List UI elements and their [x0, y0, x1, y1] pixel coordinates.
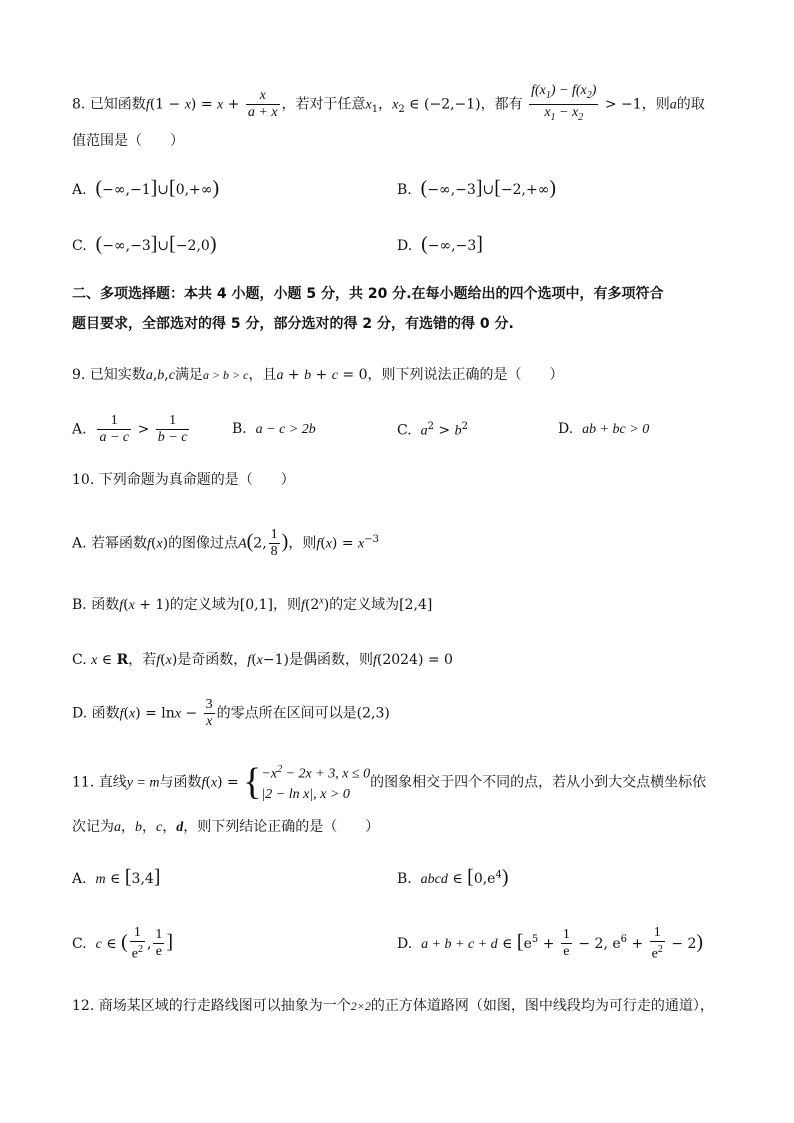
q11-stem-line1: 11. 直线y = m与函数f(x) = { $-x^2 - 2x + 3$, x ≤ 0 |2 − ln x|, x > 0 的图象相交于四个不同的点，若从小到大交点横坐标依	[72, 761, 707, 804]
q8-function-def: f	[145, 97, 150, 113]
q8-fraction-x: $\frac{x}{a + x}$	[247, 87, 278, 120]
section2-heading-line1: 二、多项选择题：本共 4 小题，小题 5 分，共 20 分.在每小题给出的四个选项中，有多项符合	[72, 286, 664, 302]
q8-text-e: 的取	[676, 96, 705, 113]
q8-fraction-slope: $\frac{f(x_1) - f(x_2)}{x_1 - x_2}$	[531, 83, 597, 123]
q8-option-d: D. (−∞,−3]	[397, 233, 483, 255]
q9-option-b: B. a − c > 2b	[232, 421, 316, 437]
q9-option-d: D. ab + bc > 0	[558, 421, 650, 437]
q8-text-b: ，若对于任意	[281, 96, 366, 113]
q8-stem-line2: 值范围是（ ）	[72, 133, 184, 149]
q12-number: 12.	[72, 998, 95, 1014]
section2-heading-line2: 题目要求，全部选对的得 5 分，部分选对的得 2 分，有选错的得 0 分.	[72, 316, 514, 332]
q8-option-c: C. (−∞,−3]∪[−2,0)	[72, 233, 217, 255]
q11-piecewise: $-x^2 - 2x + 3$, x ≤ 0 |2 − ln x|, x > 0	[261, 764, 371, 802]
q10-option-b: B. 函数f(x + 1)的定义域为[0,1]，则f(2$^x$)的定义域为[2,4]	[72, 595, 433, 613]
q9-number: 9.	[72, 367, 86, 383]
q9-stem: 9. 已知实数a,b,c满足a > b > c，且a + b + c = 0，则下列说法正确的是（ ）	[72, 367, 564, 383]
q11-option-c: C. c ∈ ( $\frac{1}{e^2}$ , $\frac{1}{e}$ ]	[72, 925, 174, 962]
q10-number: 10.	[72, 472, 95, 488]
q11-number: 11.	[72, 774, 95, 791]
q10-option-c: C. x ∈ R，若f(x)是奇函数，f(x−1)是偶函数，则f(2024) = 0	[72, 652, 453, 668]
q10-option-d: D. 函数f(x) = lnx − $\frac{3}{x}$ 的零点所在区间可以是(2,3)	[72, 697, 390, 729]
q8-text-d: ，则	[641, 96, 670, 113]
q9-option-c: C. $a^2 > b^2$	[397, 421, 468, 439]
q8-text-a: 已知函数	[89, 96, 146, 113]
q10-option-a: A. 若幂函数f(x)的图像过点A(2, $\frac{1}{8}$ )，则$f(x) = x^{-3}$	[72, 527, 379, 559]
q11-option-d: D. a + b + c + d ∈ [$e^5$ + $\frac{1}{e}$ − 2, $e^6$ + $\frac{1}{e^2}$ − 2)	[397, 925, 704, 962]
q12-stem: 12. 商场某区域的行走路线图可以抽象为一个2×2的正方体道路网（如图，图中线段均为可行走的通道），	[72, 998, 714, 1014]
q8-number: 8.	[72, 96, 86, 113]
q11-option-b: B. abcd ∈ $[0,e^4)$	[397, 866, 509, 888]
q8-option-b: B. (−∞,−3]∪[−2,+∞)	[397, 177, 557, 199]
q8-option-a: A. (−∞,−1]∪[0,+∞)	[72, 177, 220, 199]
q10-stem: 10. 下列命题为真命题的是（ ）	[72, 472, 295, 488]
q8-stem-line1: 8. 已知函数f(1 − x) = x + $\frac{x}{a + x}$ ，若对于任意$x_1$，$x_2$ ∈ (−2,−1)，都有 $\frac{f(x_1) - f(x_2)}{x_1 - x_2}$ > −1，则a的取	[72, 83, 734, 126]
q9-option-a: A. $\frac{1}{a - c}$ > $\frac{1}{b - c}$	[72, 413, 188, 445]
q11-stem-line2: 次记为a，b，c，d，则下列结论正确的是（ ）	[72, 819, 380, 835]
q11-option-a: A. m ∈ [3,4]	[72, 866, 161, 888]
q8-text-c: ，都有	[480, 96, 523, 113]
